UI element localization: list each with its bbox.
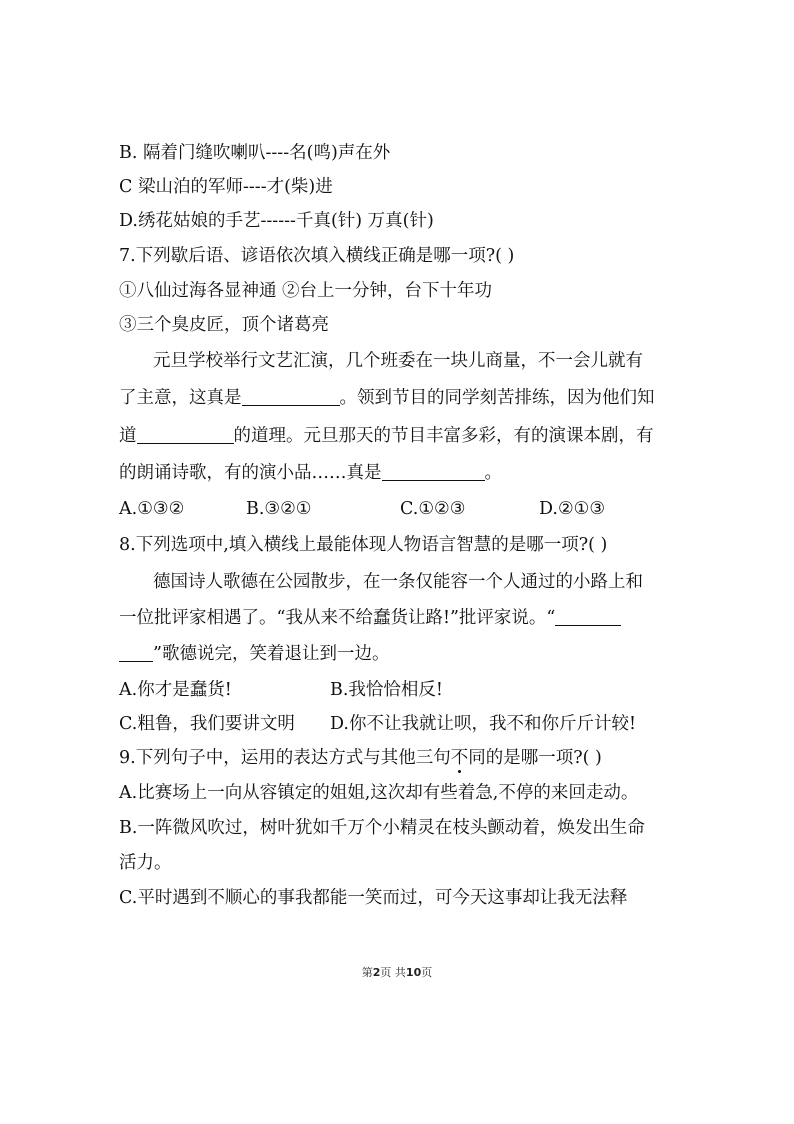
text: 德国诗人歌德在公园散步，在一条仅能容一个人通过的小路上和 bbox=[153, 572, 643, 592]
text: 的道理。元旦那天的节目丰富多彩，有的演课本剧，有 bbox=[233, 426, 654, 446]
option-label: A.比赛场上一向从容镇定的姐姐,这次却有些着急,不停的来回走动。 bbox=[119, 783, 639, 803]
q7-option-b[interactable] bbox=[246, 498, 312, 520]
text: D.绣花姑娘的手艺------千真(针) 万真(针) bbox=[119, 211, 434, 231]
text: 。 bbox=[484, 463, 502, 483]
text: 元旦学校举行文艺汇演，几个班委在一块儿商量，不一会儿就有 bbox=[153, 351, 643, 371]
q9-option-c[interactable] bbox=[119, 887, 627, 909]
page-number: 2 bbox=[372, 966, 381, 979]
text: 了主意，这真是 bbox=[119, 388, 242, 408]
q9-option-b-cont bbox=[119, 852, 172, 874]
question-text: 7.下列歇后语、谚语依次填入横线正确是哪一项?( ) bbox=[119, 246, 515, 266]
footer-text: 页 bbox=[421, 966, 433, 979]
option-c-line bbox=[119, 176, 333, 198]
text: 一位批评家相遇了。“我从来不给蠢货让路!”批评家说。“ bbox=[119, 608, 556, 628]
q8-passage-line-2 bbox=[119, 607, 621, 629]
question-text: 8.下列选项中,填入横线上最能体现人物语言智慧的是哪一项?( ) bbox=[119, 535, 608, 555]
option-label: B.一阵微风吹过，树叶犹如千万个小精灵在枝头颤动着，焕发出生命 bbox=[119, 818, 645, 838]
footer-text: 页 共 bbox=[380, 966, 406, 979]
text: ”歌德说完，笑着退让到一边。 bbox=[153, 644, 390, 664]
option-label: A.①③② bbox=[119, 499, 185, 519]
question-8 bbox=[119, 534, 607, 556]
answer-blank[interactable] bbox=[555, 607, 621, 626]
total-pages: 10 bbox=[405, 966, 422, 979]
text: 的朗诵诗歌，有的演小品……真是 bbox=[119, 463, 382, 483]
q8-option-d[interactable] bbox=[330, 713, 636, 735]
q7-passage-line-1 bbox=[153, 350, 643, 372]
answer-blank[interactable] bbox=[137, 425, 234, 444]
answer-blank[interactable] bbox=[119, 643, 153, 662]
q7-option-d[interactable] bbox=[539, 498, 605, 520]
q8-passage-line-1 bbox=[153, 571, 643, 593]
q8-option-a[interactable] bbox=[119, 679, 232, 701]
q8-option-b[interactable] bbox=[330, 679, 443, 701]
option-label: C.平时遇到不顺心的事我都能一笑而过，可今天这事却让我无法释 bbox=[119, 888, 628, 908]
option-label: C.粗鲁，我们要讲文明 bbox=[119, 714, 295, 734]
q7-items-line-1 bbox=[119, 280, 492, 302]
q8-option-c[interactable] bbox=[119, 713, 295, 735]
text: 活力。 bbox=[119, 853, 172, 873]
option-label: B.我恰恰相反! bbox=[330, 680, 443, 700]
q7-option-c[interactable] bbox=[400, 498, 465, 520]
q7-items-line-2 bbox=[119, 314, 329, 336]
option-label: D.②①③ bbox=[539, 499, 606, 519]
q8-passage-line-3 bbox=[119, 643, 389, 665]
text: ③三个臭皮匠，顶个诸葛亮 bbox=[119, 315, 329, 335]
option-b-line bbox=[119, 142, 390, 164]
answer-blank[interactable] bbox=[382, 462, 485, 481]
text: 。领到节目的同学刻苦排练，因为他们知 bbox=[339, 388, 655, 408]
q7-option-a[interactable] bbox=[119, 498, 184, 520]
text: C 梁山泊的军师----才(柴)进 bbox=[119, 177, 333, 197]
option-label: B.③②① bbox=[246, 499, 312, 519]
emphasis-dot-char: 不 bbox=[450, 748, 469, 768]
option-d-line bbox=[119, 210, 434, 232]
answer-blank[interactable] bbox=[242, 387, 340, 406]
footer-text: 第 bbox=[361, 966, 373, 979]
question-7 bbox=[119, 245, 514, 267]
q7-passage-line-2 bbox=[119, 387, 655, 409]
text: 同的是哪一项?( ) bbox=[468, 748, 602, 768]
text: 9.下列句子中，运用的表达方式与其他三句 bbox=[119, 748, 451, 768]
q9-option-a[interactable] bbox=[119, 782, 638, 804]
page-footer bbox=[0, 964, 794, 980]
option-label: D.你不让我就让呗，我不和你斤斤计较! bbox=[330, 714, 637, 734]
question-9 bbox=[119, 747, 602, 769]
q9-option-b[interactable] bbox=[119, 817, 645, 839]
q7-passage-line-3 bbox=[119, 425, 654, 447]
q7-passage-line-4 bbox=[119, 462, 502, 484]
text: 道 bbox=[119, 426, 137, 446]
option-label: C.①②③ bbox=[400, 499, 466, 519]
option-label: A.你才是蠢货! bbox=[119, 680, 232, 700]
text: ①八仙过海各显神通 ②台上一分钟，台下十年功 bbox=[119, 281, 493, 301]
text: B. 隔着门缝吹喇叭----名(鸣)声在外 bbox=[119, 143, 391, 163]
